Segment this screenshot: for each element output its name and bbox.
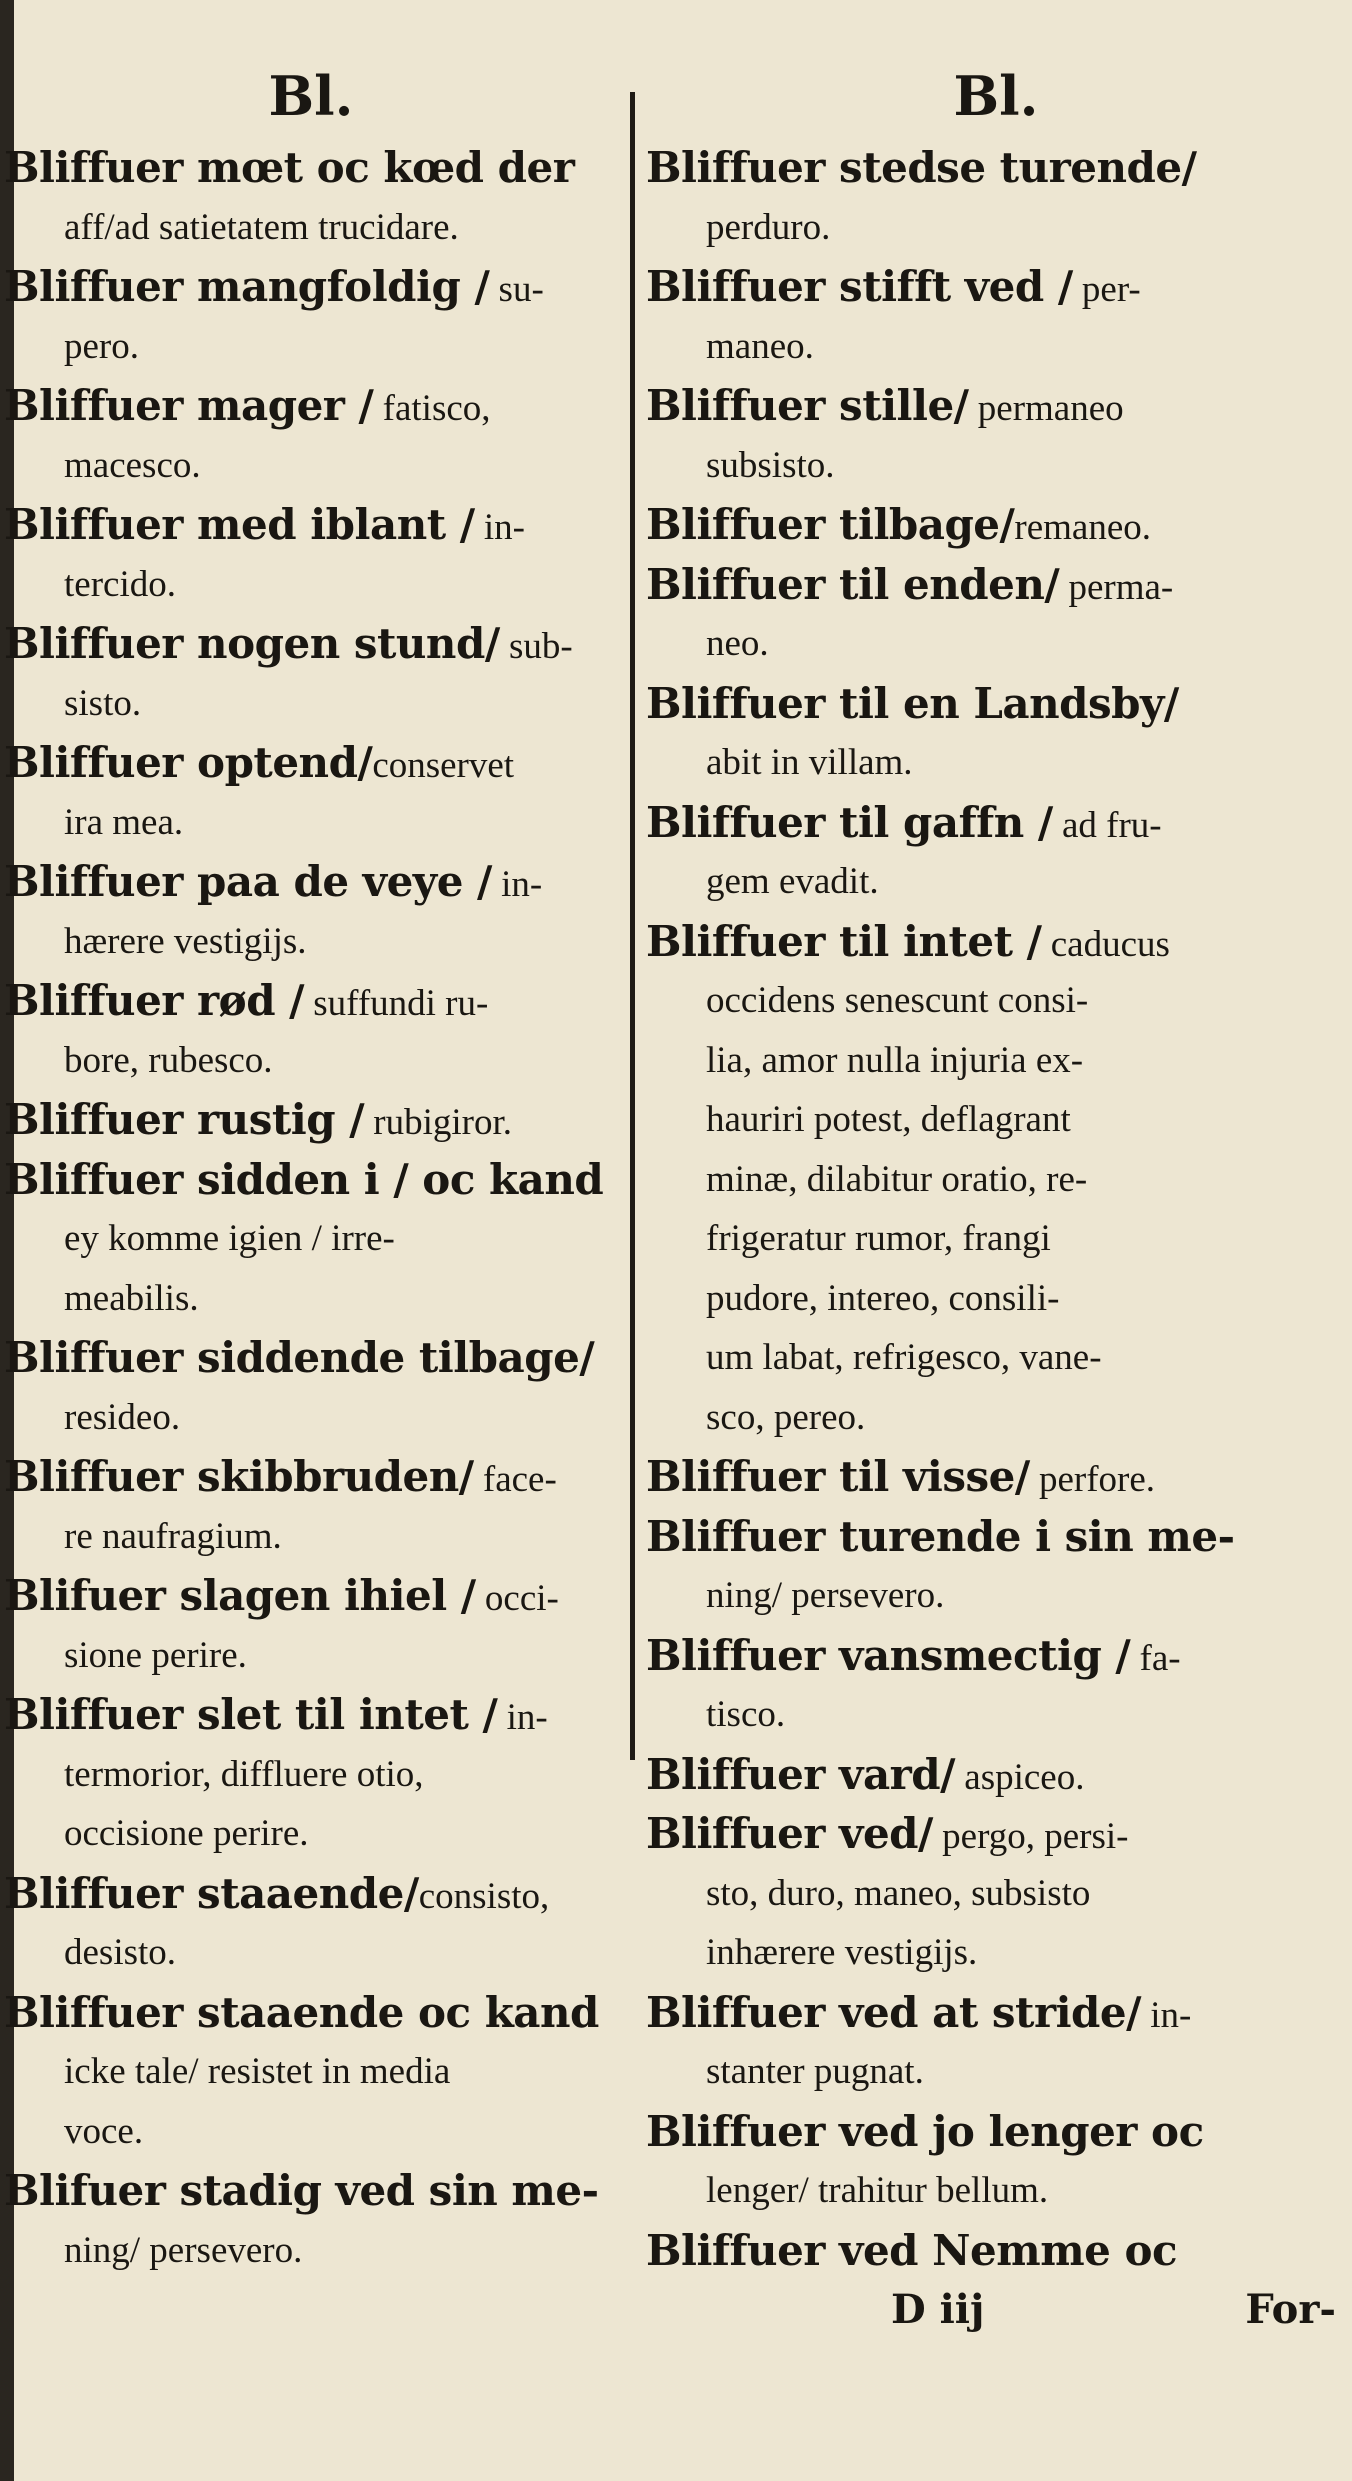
entry-continuation-line: lia, amor nulla injuria ex- [706, 1039, 1084, 1081]
entry-headline [4, 2161, 618, 2221]
entry-continuation-line: hauriri potest, deflagrant [706, 1099, 1071, 1140]
headword: Bliffuer rustig / [4, 1095, 365, 1144]
headword: Bliffuer mager / [4, 381, 374, 430]
entry-headline [4, 495, 618, 555]
headword: Bliffuer staaende oc kand [4, 1987, 599, 2037]
entry-continuation-line: hærere vestigijs. [64, 920, 307, 962]
entry-headline [4, 1685, 618, 1745]
entry-headline [646, 1626, 1346, 1686]
entry-continuation-line: resideo. [64, 1396, 181, 1438]
latin-gloss: in- [474, 507, 525, 548]
entry-continuation-line: voce. [64, 2110, 144, 2152]
entry-headline [4, 138, 618, 198]
dictionary-entry [646, 1507, 1346, 1626]
headword: Bliffuer mangfoldig / [4, 262, 490, 311]
entry-continuation-line: tisco. [706, 1694, 786, 1735]
catchword: For- [1245, 2286, 1336, 2333]
headword: Bliffuer tilbage/ [646, 500, 1015, 549]
headword: Bliffuer ved jo lenger oc [646, 2106, 1204, 2156]
headword: Bliffuer slet til intet / [4, 1690, 498, 1739]
headword: Bliffuer nogen stund/ [4, 619, 500, 668]
latin-gloss: ad fru- [1052, 804, 1162, 846]
headword: Bliffuer med iblant / [4, 500, 475, 549]
entry-continuation-line: ira mea. [64, 801, 184, 843]
dictionary-entry [646, 555, 1346, 674]
entry-continuation-line: tercido. [64, 563, 176, 605]
dictionary-entry [646, 674, 1346, 793]
latin-gloss: per- [1072, 269, 1141, 310]
latin-gloss: sub- [499, 626, 573, 667]
latin-gloss: rubigiror. [364, 1102, 513, 1143]
entry-continuation-line: perduro. [706, 206, 831, 248]
entry-headline [4, 852, 618, 912]
latin-gloss: occi- [475, 1578, 559, 1619]
latin-gloss: in- [491, 864, 543, 905]
entry-continuation-line: sione perire. [64, 1634, 247, 1676]
dictionary-entry [646, 138, 1346, 257]
headword: Bliffuer til enden/ [646, 559, 1060, 609]
headword: Bliffuer ved Nemme oc [646, 2225, 1178, 2275]
entry-headline [646, 2221, 1346, 2281]
dictionary-entry [4, 495, 618, 614]
entry-headline [646, 257, 1346, 317]
dictionary-entry [646, 2102, 1346, 2221]
dictionary-entry [646, 495, 1346, 555]
entry-headline [646, 1507, 1346, 1567]
entry-continuation-line: lenger/ trahitur bellum. [706, 2170, 1049, 2211]
entry-headline [646, 495, 1346, 555]
right-entries [646, 138, 1346, 2280]
entry-headline [4, 376, 618, 436]
dictionary-entry [646, 376, 1346, 495]
dictionary-entry [4, 2161, 618, 2280]
dictionary-entry [646, 257, 1346, 376]
headword: Bliffuer til intet / [646, 916, 1042, 966]
latin-gloss: fa- [1130, 1637, 1181, 1679]
headword: Bliffuer staaende/ [4, 1868, 419, 1918]
headword: Bliffuer ved/ [646, 1809, 933, 1858]
entry-continuation-line: subsisto. [706, 444, 835, 486]
latin-gloss: face- [473, 1459, 557, 1500]
latin-gloss: fatisco, [373, 388, 491, 429]
left-column-header: Bl. [268, 64, 354, 128]
entry-continuation-line: meabilis. [64, 1277, 199, 1319]
entry-headline [646, 674, 1346, 734]
headword: Bliffuer turende i sin me- [646, 1511, 1235, 1561]
dictionary-entry [4, 1150, 618, 1329]
latin-gloss: pergo, persi- [932, 1816, 1129, 1857]
latin-gloss: perma- [1059, 566, 1174, 608]
entry-continuation-line: ning/ persevero. [64, 2229, 303, 2271]
entry-continuation-line: um labat, refrigesco, vane- [706, 1337, 1102, 1378]
entry-headline [646, 1745, 1346, 1805]
headword: Bliffuer optend/ [4, 738, 373, 787]
entry-continuation-line: occidens senescunt consi- [706, 980, 1089, 1021]
entry-headline [4, 971, 618, 1031]
headword: Bliffuer rød / [4, 976, 305, 1025]
entry-continuation-line: abit in villam. [706, 742, 913, 783]
latin-gloss: su- [489, 269, 544, 310]
headword: Bliffuer stifft ved / [646, 262, 1073, 311]
dictionary-entry [646, 1983, 1346, 2102]
headword: Bliffuer siddende tilbage/ [4, 1333, 595, 1382]
entry-continuation-line: frigeratur rumor, frangi [706, 1218, 1051, 1259]
latin-gloss: suffundi ru- [304, 983, 489, 1024]
entry-headline [646, 138, 1346, 198]
signature-mark: D iij [891, 2286, 985, 2333]
entry-continuation-line: macesco. [64, 444, 201, 486]
dictionary-entry [4, 971, 618, 1090]
latin-gloss: permaneo [968, 388, 1124, 429]
dictionary-entry [4, 1447, 618, 1566]
latin-gloss: consisto, [418, 1875, 550, 1917]
headword: Bliffuer skibbruden/ [4, 1452, 474, 1501]
dictionary-entry [4, 1090, 618, 1150]
entry-continuation-line: aff/ad satietatem trucidare. [64, 206, 459, 248]
page-footer [646, 2280, 1346, 2340]
entry-continuation-line: occisione perire. [64, 1813, 309, 1854]
headword: Bliffuer paa de veye / [4, 857, 492, 906]
entry-headline [4, 614, 618, 674]
entry-continuation-line: termorior, diffluere otio, [64, 1753, 424, 1795]
latin-gloss: aspiceo. [955, 1756, 1085, 1798]
dictionary-entry [646, 793, 1346, 912]
latin-gloss: in- [1140, 1994, 1192, 2036]
dictionary-entry [4, 852, 618, 971]
entry-continuation-line: minæ, dilabitur oratio, re- [706, 1158, 1088, 1200]
entry-headline [4, 1447, 618, 1507]
headword: Bliffuer vansmectig / [646, 1630, 1131, 1680]
headword: Blifuer stadig ved sin me- [4, 2166, 599, 2215]
entry-continuation-line: maneo. [706, 325, 814, 367]
entry-continuation-line: sco, pereo. [706, 1396, 866, 1438]
entry-headline [646, 2102, 1346, 2162]
entry-continuation-line: ning/ persevero. [706, 1575, 945, 1616]
dictionary-entry [646, 912, 1346, 1448]
dictionary-entry [4, 1685, 618, 1864]
headword: Bliffuer til en Landsby/ [646, 678, 1179, 728]
headword: Blifuer slagen ihiel / [4, 1571, 476, 1620]
dictionary-entry [4, 138, 618, 257]
column-divider [630, 92, 635, 1760]
entry-continuation-line: bore, rubesco. [64, 1039, 273, 1081]
entry-headline [646, 912, 1346, 972]
entry-headline [4, 257, 618, 317]
headword: Bliffuer stille/ [646, 381, 969, 430]
entry-headline [646, 376, 1346, 436]
entry-continuation-line: re naufragium. [64, 1515, 282, 1557]
dictionary-entry [4, 614, 618, 733]
dictionary-entry [4, 1328, 618, 1447]
latin-gloss: conservet [372, 745, 515, 786]
entry-headline [646, 1447, 1346, 1507]
dictionary-entry [4, 1566, 618, 1685]
entry-headline [646, 793, 1346, 853]
entry-headline [4, 733, 618, 793]
dictionary-entry [646, 2221, 1346, 2281]
dictionary-entry [4, 1864, 618, 1983]
entry-headline [646, 555, 1346, 615]
latin-gloss: caducus [1041, 923, 1170, 965]
right-column [646, 60, 1346, 2340]
entry-continuation-line: ey komme igien / irre- [64, 1218, 395, 1259]
entry-headline [4, 1328, 618, 1388]
entry-continuation-line: sisto. [64, 682, 142, 724]
entry-headline [4, 1150, 618, 1210]
headword: Bliffuer til visse/ [646, 1452, 1030, 1501]
left-column [4, 60, 618, 2280]
entry-headline [4, 1864, 618, 1924]
headword: Bliffuer ved at stride/ [646, 1987, 1141, 2037]
dictionary-entry [646, 1447, 1346, 1507]
entry-headline [646, 1804, 1346, 1864]
entry-headline [646, 1983, 1346, 2043]
dictionary-entry [4, 376, 618, 495]
entry-continuation-line: pudore, intereo, consili- [706, 1277, 1060, 1319]
dictionary-entry [4, 257, 618, 376]
dictionary-entry [646, 1626, 1346, 1745]
headword: Bliffuer stedse turende/ [646, 143, 1197, 192]
left-entries [4, 138, 618, 2280]
dictionary-entry [4, 1983, 618, 2162]
entry-headline [4, 1983, 618, 2043]
entry-continuation-line: sto, duro, maneo, subsisto [706, 1872, 1091, 1914]
latin-gloss: perfore. [1029, 1459, 1156, 1500]
right-column-header: Bl. [953, 64, 1039, 128]
entry-continuation-line: gem evadit. [706, 861, 879, 902]
dictionary-entry [646, 1745, 1346, 1805]
headword: Bliffuer til gaffn / [646, 797, 1053, 847]
headword: Bliffuer sidden i / oc kand [4, 1154, 604, 1204]
latin-gloss: in- [497, 1697, 548, 1738]
entry-continuation-line: stanter pugnat. [706, 2051, 924, 2092]
entry-headline [4, 1566, 618, 1626]
entry-continuation-line: neo. [706, 623, 769, 664]
entry-continuation-line: pero. [64, 325, 139, 367]
headword: Bliffuer vard/ [646, 1749, 956, 1799]
entry-continuation-line: inhærere vestigijs. [706, 1932, 978, 1973]
latin-gloss: remaneo. [1014, 507, 1151, 548]
entry-continuation-line: desisto. [64, 1932, 177, 1973]
entry-headline [4, 1090, 618, 1150]
headword: Bliffuer mœt oc kœd der [4, 143, 575, 192]
dictionary-entry [646, 1804, 1346, 1983]
dictionary-entry [4, 733, 618, 852]
entry-continuation-line: icke tale/ resistet in media [64, 2051, 451, 2092]
